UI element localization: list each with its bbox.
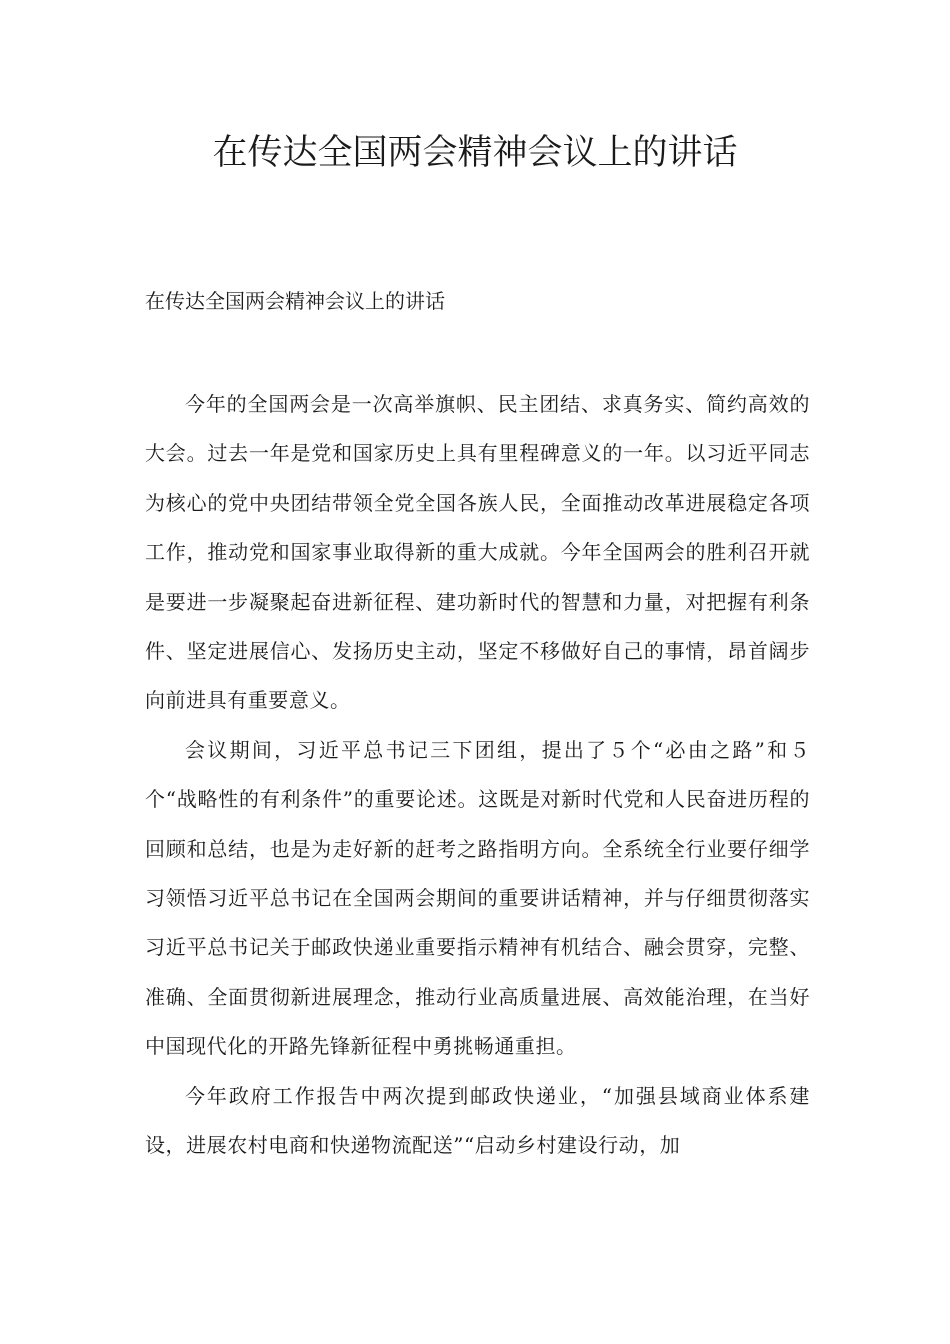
paragraph-1: 今年的全国两会是一次高举旗帜、民主团结、求真务实、简约高效的大会。过去一年是党和国家历史上具有里程碑意义的一年。以习近平同志为核心的党中央团结带领全党全国各族人民，全面推动改革进展稳定各项工作，推动党和国家事业取得新的重大成就。今年全国两会的胜利召开就是要进一步凝聚起奋进新征程、建功新时代的智慧和力量，对把握有利条件、坚定进展信心、发扬历史主动，坚定不移做好自己的事情，昂首阔步向前进具有重要意义。 bbox=[145, 392, 810, 713]
paragraph-3: 今年政府工作报告中两次提到邮政快递业，“加强县域商业体系建设，进展农村电商和快递物流配送”“启动乡村建设行动，加 bbox=[145, 1083, 810, 1158]
document-subtitle: 在传达全国两会精神会议上的讲话 bbox=[145, 289, 445, 313]
document-title: 在传达全国两会精神会议上的讲话 bbox=[212, 133, 738, 173]
paragraph-2: 会议期间，习近平总书记三下团组，提出了５个“必由之路”和５个“战略性的有利条件”的重要论述。这既是对新时代党和人民奋进历程的回顾和总结，也是为走好新的赶考之路指明方向。全系统全行业要仔细学习领悟习近平总书记在全国两会期间的重要讲话精神，并与仔细贯彻落实习近平总书记关于邮政快递业重要指示精神有机结合、融会贯穿，完整、准确、全面贯彻新进展理念，推动行业高质量进展、高效能治理，在当好中国现代化的开路先锋新征程中勇挑畅通重担。 bbox=[145, 737, 810, 1059]
document-body bbox=[145, 380, 810, 1171]
